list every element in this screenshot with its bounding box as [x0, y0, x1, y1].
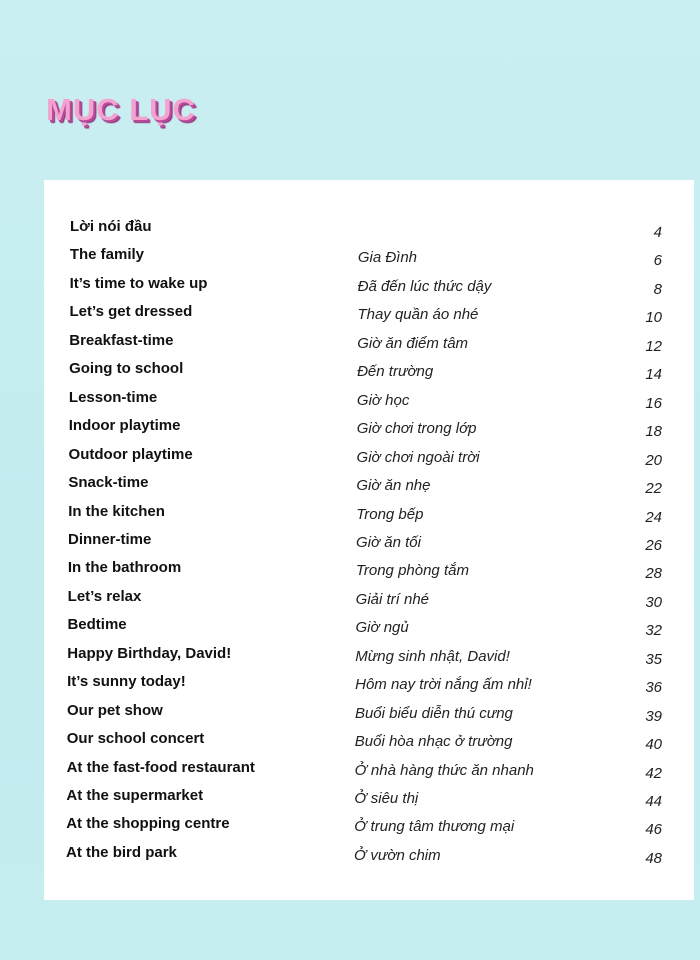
toc-entry [44, 218, 694, 246]
toc-entry [44, 389, 694, 417]
contents-panel [44, 180, 694, 900]
toc-entry [44, 559, 694, 587]
toc-entry-vietnamese-title: Trong bếp [356, 505, 424, 523]
toc-entry-page-number: 12 [645, 337, 662, 355]
toc-entry [44, 503, 694, 531]
toc-entry-vietnamese-title: Trong phòng tắm [355, 562, 469, 580]
toc-entry-vietnamese-title: Gia Đình [357, 249, 418, 267]
toc-entry-page-number: 28 [645, 565, 662, 583]
toc-entry-english-title: At the supermarket [66, 787, 204, 804]
toc-entry-english-title: Let’s relax [67, 587, 142, 605]
toc-entry-english-title: Lesson-time [68, 388, 158, 406]
toc-entry-page-number: 40 [645, 736, 662, 754]
toc-entry-english-title: Dinner-time [68, 530, 152, 548]
toc-entry-english-title: Our pet show [66, 701, 163, 719]
toc-entry-english-title: At the bird park [66, 843, 177, 861]
toc-entry-page-number: 6 [653, 252, 662, 270]
toc-entry-page-number: 16 [645, 394, 662, 412]
toc-entry-english-title: Let’s get dressed [69, 303, 193, 321]
toc-entry-page-number: 42 [645, 764, 662, 782]
toc-entry-english-title: At the shopping centre [66, 815, 230, 833]
toc-entry [44, 844, 694, 872]
toc-entry-page-number: 30 [645, 593, 662, 611]
toc-entry [44, 616, 694, 644]
toc-entry [44, 815, 694, 843]
toc-entry-page-number: 26 [645, 536, 662, 554]
toc-entry-english-title: Lời nói đầu [70, 218, 152, 235]
toc-entry [44, 474, 694, 502]
toc-entry-vietnamese-title: Giờ học [356, 391, 410, 409]
toc-entry-vietnamese-title: Ở vườn chim [354, 846, 441, 864]
toc-entry-page-number: 14 [645, 366, 662, 384]
toc-entry-english-title: Going to school [69, 360, 184, 378]
toc-entry-english-title: It’s sunny today! [67, 673, 186, 691]
toc-entry-english-title: At the fast-food restaurant [66, 758, 255, 776]
toc-entry-vietnamese-title: Buổi hòa nhạc ở trường [354, 733, 513, 751]
toc-entry [44, 787, 694, 815]
toc-entry-page-number: 35 [645, 650, 662, 668]
toc-entry-page-number: 4 [653, 224, 662, 241]
toc-entry-page-number: 8 [653, 280, 662, 298]
toc-entry-page-number: 44 [645, 793, 662, 810]
toc-entry [44, 332, 694, 360]
toc-entry [44, 275, 694, 303]
toc-entry [44, 417, 694, 445]
toc-entry-english-title: Our school concert [66, 730, 205, 748]
toc-entry [44, 588, 694, 616]
toc-entry-vietnamese-title: Buổi biểu diễn thú cưng [354, 704, 513, 722]
toc-entry [44, 730, 694, 758]
toc-entry-vietnamese-title: Giờ ăn điểm tâm [357, 334, 469, 352]
toc-entry-page-number: 46 [645, 821, 662, 839]
toc-entry-english-title: Bedtime [67, 616, 127, 634]
toc-entry-page-number: 18 [645, 423, 662, 441]
toc-entry-vietnamese-title: Đã đến lúc thức dậy [357, 277, 492, 295]
toc-entry-vietnamese-title: Giải trí nhé [355, 590, 430, 608]
toc-entry-english-title: Happy Birthday, David! [67, 644, 232, 662]
toc-entry [44, 645, 694, 673]
toc-entry-vietnamese-title: Giờ chơi ngoài trời [356, 448, 480, 466]
toc-entry-page-number: 48 [645, 849, 662, 867]
toc-entry [44, 446, 694, 474]
toc-entry-english-title: In the bathroom [67, 559, 182, 577]
toc-entry-page-number: 39 [645, 707, 662, 725]
toc-entry-vietnamese-title: Ở siêu thị [354, 790, 419, 807]
toc-entry-english-title: Indoor playtime [68, 417, 181, 435]
toc-entry-english-title: In the kitchen [68, 502, 165, 520]
toc-entry-english-title: Outdoor playtime [68, 445, 193, 463]
toc-entry-vietnamese-title: Giờ ăn nhẹ [356, 477, 431, 495]
toc-entry-vietnamese-title: Giờ ngủ [355, 619, 409, 637]
toc-entry-english-title: It’s time to wake up [69, 274, 208, 292]
toc-entry-vietnamese-title: Hôm nay trời nắng ấm nhỉ! [355, 676, 532, 694]
toc-entry-page-number: 32 [645, 622, 662, 640]
toc-entry [44, 759, 694, 787]
toc-entry-page-number: 36 [645, 679, 662, 697]
toc-entry-vietnamese-title: Ở nhà hàng thức ăn nhanh [354, 761, 534, 779]
toc-entry-page-number: 22 [645, 480, 662, 498]
toc-entry [44, 531, 694, 559]
toc-entry-vietnamese-title: Thay quần áo nhé [357, 306, 479, 324]
toc-entry-page-number: 10 [645, 309, 662, 327]
toc-entry-page-number: 20 [645, 451, 662, 469]
toc-entry-page-number: 24 [645, 508, 662, 526]
toc-entry [44, 702, 694, 730]
toc-entry [44, 246, 694, 274]
page-title: MỤC LỤC [46, 92, 196, 127]
toc-entry [44, 360, 694, 388]
toc-entry-vietnamese-title: Giờ ăn tối [356, 533, 421, 551]
toc-entry-vietnamese-title: Ở trung tâm thương mại [354, 818, 515, 836]
toc-entry [44, 673, 694, 701]
toc-entry-vietnamese-title: Đến trường [357, 363, 434, 381]
toc-entry [44, 303, 694, 331]
toc-entry-english-title: The family [69, 246, 144, 264]
toc-entry-english-title: Snack-time [68, 474, 149, 492]
toc-entry-english-title: Breakfast-time [69, 331, 174, 349]
toc-entry-vietnamese-title: Mừng sinh nhật, David! [355, 647, 510, 665]
toc-entry-vietnamese-title: Giờ chơi trong lớp [356, 420, 477, 438]
